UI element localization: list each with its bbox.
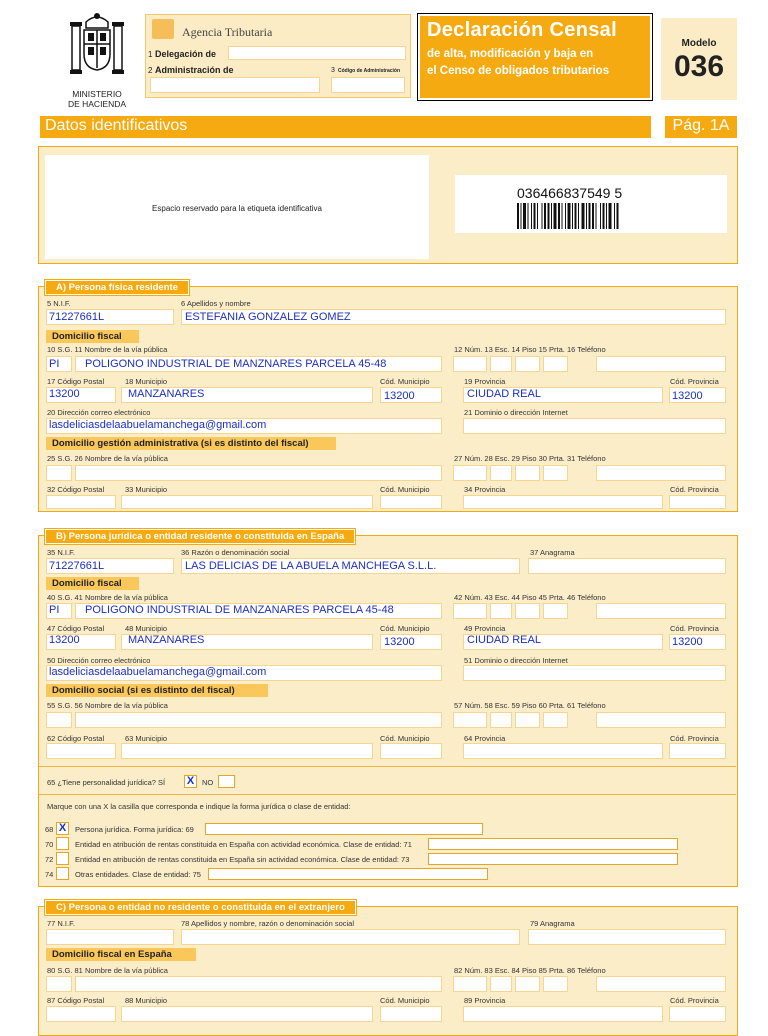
dominio-internet-field[interactable] (463, 418, 726, 434)
forma-juridica-instruction: Marque con una X la casilla que corresponda e indique la forma jurídica o clase de entidad: (47, 802, 351, 811)
barcode-number: 036466837549 5 (517, 185, 623, 201)
cod-provincia-label: Cód. Provincia (670, 734, 719, 743)
ministry-logo (52, 12, 142, 109)
municipio-value: MANZANARES (128, 634, 205, 646)
codigo-postal-field[interactable] (46, 743, 116, 759)
divider (39, 766, 736, 767)
nif-field[interactable] (46, 929, 174, 945)
cod-municipio-field[interactable] (380, 743, 442, 759)
section-c-no-residente (38, 902, 738, 1036)
clase-entidad-71-field[interactable] (428, 838, 678, 850)
label-area (38, 146, 738, 264)
municipio-label: 33 Municipio (125, 485, 168, 494)
codigo-administracion-field[interactable] (331, 77, 405, 93)
clase-entidad-73-field[interactable] (428, 853, 678, 865)
section-a-tag: A) Persona física residente (45, 280, 189, 295)
section-title-bar (40, 116, 651, 138)
razon-social-value: LAS DELICIAS DE LA ABUELA MANCHEGA S.L.L. (185, 560, 437, 572)
codigo-postal-label: 17 Código Postal (47, 377, 105, 386)
domicilio-fiscal-espana-heading: Domicilio fiscal en España (46, 948, 196, 961)
agency-box (145, 14, 411, 98)
numero-escalera-piso-telefono-label: 82 Núm. 83 Esc. 84 Piso 85 Prta. 86 Teléfono (454, 966, 606, 975)
razon-social-label: 78 Apellidos y nombre, razón o denominación social (181, 919, 355, 928)
cod-provincia-label: Cód. Provincia (670, 377, 719, 386)
provincia-label: 64 Provincia (464, 734, 506, 743)
cod-municipio-label: Cód. Municipio (380, 624, 430, 633)
anagrama-field[interactable] (528, 558, 726, 574)
via-publica-label: 25 S.G. 26 Nombre de la vía pública (47, 454, 168, 463)
via-publica-value: POLIGONO INDUSTRIAL DE MANZNARES PARCELA 45-48 (85, 358, 387, 370)
ministry-name-line1: MINISTERIO (72, 89, 122, 99)
modelo-label: Modelo (681, 38, 717, 49)
numero-escalera-piso-telefono-label: 57 Núm. 58 Esc. 59 Piso 60 Prta. 61 Teléfono (454, 701, 606, 710)
modelo-box (661, 18, 737, 100)
field-number: 3 (331, 67, 335, 74)
telefono-field[interactable] (596, 976, 726, 992)
cod-municipio-label: Cód. Municipio (380, 485, 430, 494)
municipio-value: MANZANARES (128, 388, 205, 400)
razon-social-field[interactable] (181, 929, 520, 945)
delegacion-field[interactable] (228, 46, 406, 60)
cod-provincia-label: Cód. Provincia (670, 624, 719, 633)
persona-juridica-checkbox[interactable]: X (56, 822, 69, 835)
cod-municipio-label: Cód. Municipio (380, 377, 430, 386)
cod-provincia-field[interactable] (669, 495, 726, 509)
option-number: 72 (45, 855, 54, 864)
piso-field[interactable] (515, 465, 540, 481)
apellidos-nombre-label: 6 Apellidos y nombre (181, 299, 251, 308)
piso-field[interactable] (515, 976, 540, 992)
delegacion-label: Delegación de (155, 49, 217, 59)
option-number: 74 (45, 870, 54, 879)
codigo-postal-label: 32 Código Postal (47, 485, 105, 494)
municipio-field[interactable] (121, 1006, 373, 1022)
sg-field[interactable] (46, 465, 72, 481)
numero-field[interactable] (453, 356, 487, 372)
anagrama-label: 37 Anagrama (530, 548, 575, 557)
barcode-icon (517, 203, 669, 229)
razon-social-label: 36 Razón o denominación social (181, 548, 290, 557)
via-publica-field[interactable] (75, 712, 442, 728)
nif-label: 35 N.I.F. (47, 548, 75, 557)
cod-municipio-field[interactable] (380, 495, 442, 509)
municipio-label: 48 Municipio (125, 624, 168, 633)
forma-juridica-field[interactable] (205, 823, 483, 835)
email-value: lasdeliciasdelaabuelamanchega@gmail.com (49, 666, 267, 678)
municipio-label: 63 Municipio (125, 734, 168, 743)
entidad-con-actividad-label: Entidad en atribución de rentas constituida en España con actividad económica. Clase de entidad: 71 (75, 840, 412, 849)
via-publica-field[interactable] (75, 976, 442, 992)
personalidad-no-checkbox[interactable] (218, 775, 235, 788)
piso-field[interactable] (515, 712, 540, 728)
section-b-persona-juridica (38, 531, 738, 887)
domicilio-gestion-heading: Domicilio gestión administrativa (si es distinto del fiscal) (46, 437, 336, 450)
numero-escalera-piso-telefono-label: 27 Núm. 28 Esc. 29 Piso 30 Prta. 31 Teléfono (454, 454, 606, 463)
codigo-postal-label: 62 Código Postal (47, 734, 105, 743)
cod-provincia-value: 13200 (672, 390, 703, 402)
piso-field[interactable] (515, 603, 540, 619)
provincia-label: 89 Provincia (464, 996, 506, 1005)
nif-label: 5 N.I.F. (47, 299, 71, 308)
telefono-field[interactable] (596, 603, 726, 619)
codigo-postal-label: 47 Código Postal (47, 624, 105, 633)
numero-escalera-piso-telefono-label: 42 Núm. 43 Esc. 44 Piso 45 Prta. 46 Teléfono (454, 593, 606, 602)
ministry-name-line2: DE HACIENDA (67, 99, 127, 109)
option-number: 70 (45, 840, 54, 849)
personalidad-no-label: NO (202, 778, 214, 787)
spanish-coat-of-arms-icon (52, 12, 142, 82)
field-number: 2 (148, 66, 153, 75)
agency-logo (152, 19, 174, 39)
nif-label: 77 N.I.F. (47, 919, 75, 928)
option-number: 68 (45, 825, 54, 834)
cod-municipio-value: 13200 (384, 636, 415, 648)
sg-field[interactable] (46, 976, 72, 992)
via-publica-field[interactable] (75, 465, 442, 481)
modelo-number: 036 (673, 50, 725, 83)
otras-entidades-label: Otras entidades. Clase de entidad: 75 (75, 870, 201, 879)
nif-value: 71227661L (49, 311, 105, 323)
escalera-field[interactable] (490, 603, 512, 619)
nif-value: 71227661L (49, 560, 105, 572)
domicilio-social-heading: Domicilio social (si es distinto del fiscal) (46, 684, 268, 697)
form-title-box (418, 14, 652, 100)
codigo-postal-value: 13200 (49, 634, 80, 646)
sg-field[interactable] (46, 712, 72, 728)
entidad-sin-actividad-checkbox[interactable] (56, 852, 69, 865)
administracion-field[interactable] (150, 77, 320, 93)
otras-entidades-checkbox[interactable] (56, 867, 69, 880)
cod-municipio-value: 13200 (384, 390, 415, 402)
divider (39, 794, 736, 795)
apellidos-nombre-value: ESTEFANIA GONZALEZ GOMEZ (185, 311, 351, 323)
anagrama-field[interactable] (528, 929, 726, 945)
provincia-value: CIUDAD REAL (467, 634, 541, 646)
codigo-postal-value: 13200 (49, 388, 80, 400)
puerta-field[interactable] (543, 465, 568, 481)
email-label: 50 Dirección correo electrónico (47, 656, 151, 665)
numero-field[interactable] (453, 712, 487, 728)
via-publica-label: 10 S.G. 11 Nombre de la vía pública (47, 345, 168, 354)
personalidad-juridica-question: 65 ¿Tiene personalidad jurídica? SÍ (47, 778, 166, 787)
entidad-sin-actividad-label: Entidad en atribución de rentas constituida en España sin actividad económica. Clase de entidad: 73 (75, 855, 410, 864)
escalera-field[interactable] (490, 976, 512, 992)
via-publica-value: POLIGONO INDUSTRIAL DE MANZANARES PARCELA 45-48 (85, 604, 394, 616)
municipio-field[interactable] (121, 495, 373, 509)
page-number (665, 116, 737, 138)
via-publica-label: 55 S.G. 56 Nombre de la vía pública (47, 701, 168, 710)
municipio-field[interactable] (121, 743, 373, 759)
section-c-tag: C) Persona o entidad no residente o constituida en el extranjero (45, 900, 356, 915)
escalera-field[interactable] (490, 712, 512, 728)
cod-municipio-label: Cód. Municipio (380, 734, 430, 743)
municipio-label: 88 Municipio (125, 996, 168, 1005)
numero-field[interactable] (453, 976, 487, 992)
form-subtitle-line1: de alta, modificación y baja en (427, 48, 594, 60)
escalera-field[interactable] (490, 356, 512, 372)
codigo-postal-label: 87 Código Postal (47, 996, 105, 1005)
provincia-label: 34 Provincia (464, 485, 506, 494)
numero-escalera-piso-telefono-label: 12 Núm. 13 Esc. 14 Piso 15 Prta. 16 Teléfono (454, 345, 606, 354)
dominio-internet-label: 51 Dominio o dirección Internet (464, 656, 568, 665)
provincia-field[interactable] (463, 495, 663, 509)
escalera-field[interactable] (490, 465, 512, 481)
persona-juridica-label: Persona jurídica. Forma jurídica: 69 (75, 825, 194, 834)
provincia-label: 19 Provincia (464, 377, 506, 386)
entidad-con-actividad-checkbox[interactable] (56, 837, 69, 850)
domicilio-fiscal-heading: Domicilio fiscal (46, 330, 139, 343)
via-publica-label: 40 S.G. 41 Nombre de la vía pública (47, 593, 168, 602)
form-title: Declaración Censal (427, 19, 617, 41)
cod-provincia-field[interactable] (669, 743, 726, 759)
puerta-field[interactable] (543, 976, 568, 992)
provincia-label: 49 Provincia (464, 624, 506, 633)
page-number-label: Pág. 1A (672, 117, 730, 134)
sg-value: PI (49, 604, 60, 616)
puerta-field[interactable] (543, 356, 568, 372)
administracion-label: Administración de (155, 65, 234, 75)
anagrama-label: 79 Anagrama (530, 919, 575, 928)
numero-field[interactable] (453, 465, 487, 481)
telefono-field[interactable] (596, 465, 726, 481)
section-b-tag: B) Persona jurídica o entidad residente o constituida en España (45, 529, 355, 544)
email-label: 20 Dirección correo electrónico (47, 408, 151, 417)
reserved-label-text: Espacio reservado para la etiqueta identificativa (152, 204, 322, 213)
clase-entidad-75-field[interactable] (208, 868, 488, 880)
domicilio-fiscal-heading: Domicilio fiscal (46, 577, 139, 590)
puerta-field[interactable] (543, 603, 568, 619)
cod-provincia-label: Cód. Provincia (670, 996, 719, 1005)
field-number: 1 (148, 50, 153, 59)
cod-provincia-field[interactable] (669, 1006, 726, 1022)
codigo-postal-field[interactable] (46, 495, 116, 509)
provincia-field[interactable] (463, 743, 663, 759)
codigo-administracion-label: Código de Administración (338, 68, 401, 74)
cod-municipio-field[interactable] (380, 1006, 442, 1022)
personalidad-si-checkbox[interactable]: X (184, 775, 197, 788)
piso-field[interactable] (515, 356, 540, 372)
cod-provincia-label: Cód. Provincia (670, 485, 719, 494)
barcode-box (455, 175, 727, 233)
cod-provincia-value: 13200 (672, 636, 703, 648)
provincia-value: CIUDAD REAL (467, 388, 541, 400)
agency-name: Agencia Tributaria (182, 25, 273, 39)
telefono-field[interactable] (596, 356, 726, 372)
page-title: Datos identificativos (45, 117, 188, 134)
form-subtitle-line2: el Censo de obligados tributarios (427, 65, 610, 77)
numero-field[interactable] (453, 603, 487, 619)
municipio-label: 18 Municipio (125, 377, 168, 386)
section-a-persona-fisica (38, 282, 738, 512)
email-value: lasdeliciasdelaabuelamanchega@gmail.com (49, 419, 267, 431)
cod-municipio-label: Cód. Municipio (380, 996, 430, 1005)
reserved-label-space (45, 155, 429, 259)
sg-value: PI (49, 358, 60, 370)
codigo-postal-field[interactable] (46, 1006, 116, 1022)
dominio-internet-field[interactable] (463, 665, 726, 681)
dominio-internet-label: 21 Dominio o dirección Internet (464, 408, 568, 417)
puerta-field[interactable] (543, 712, 568, 728)
via-publica-label: 80 S.G. 81 Nombre de la vía pública (47, 966, 168, 975)
telefono-field[interactable] (596, 712, 726, 728)
provincia-field[interactable] (463, 1006, 663, 1022)
